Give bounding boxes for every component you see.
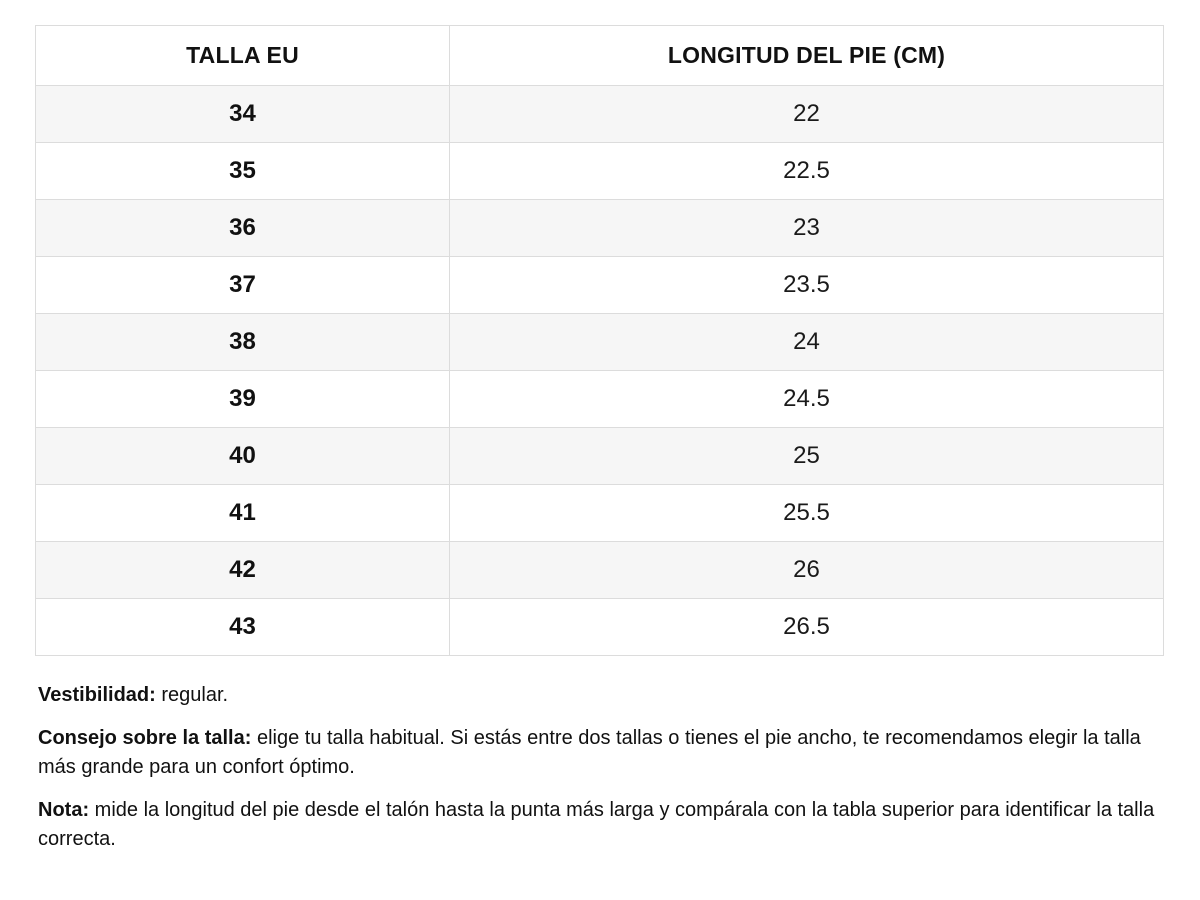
foot-length-cell: 26 xyxy=(450,542,1164,599)
foot-length-cell: 24.5 xyxy=(450,371,1164,428)
header-eu-size: TALLA EU xyxy=(36,26,450,86)
foot-length-cell: 26.5 xyxy=(450,599,1164,656)
table-row xyxy=(36,542,1164,599)
size-tip-note xyxy=(38,724,1168,782)
eu-size-cell: 40 xyxy=(36,428,450,485)
foot-length-cell: 22.5 xyxy=(450,143,1164,200)
eu-size-cell: 35 xyxy=(36,143,450,200)
table-row xyxy=(36,200,1164,257)
foot-length-cell: 23 xyxy=(450,200,1164,257)
table-row xyxy=(36,485,1164,542)
foot-length-cell: 22 xyxy=(450,86,1164,143)
measure-note xyxy=(38,796,1168,854)
eu-size-cell: 43 xyxy=(36,599,450,656)
eu-size-cell: 38 xyxy=(36,314,450,371)
header-foot-length: LONGITUD DEL PIE (CM) xyxy=(450,26,1164,86)
size-notes xyxy=(38,681,1168,868)
table-row xyxy=(36,371,1164,428)
fit-note xyxy=(38,681,1168,710)
size-chart-table xyxy=(35,25,1164,656)
size-tip-text: elige tu talla habitual. Si estás entre dos tallas o tienes el pie ancho, te recomendamos elegir la talla más grande para un confort óptimo. xyxy=(38,727,1141,778)
table-row xyxy=(36,143,1164,200)
measure-note-text: mide la longitud del pie desde el talón hasta la punta más larga y compárala con la tabla superior para identificar la talla correcta. xyxy=(38,799,1155,850)
fit-note-text: regular. xyxy=(155,684,229,706)
table-header-row xyxy=(36,26,1164,86)
fit-note-label: Vestibilidad: xyxy=(38,684,156,706)
eu-size-cell: 37 xyxy=(36,257,450,314)
table-row xyxy=(36,599,1164,656)
eu-size-cell: 36 xyxy=(36,200,450,257)
eu-size-cell: 42 xyxy=(36,542,450,599)
table-row xyxy=(36,86,1164,143)
table-row xyxy=(36,257,1164,314)
size-tip-label: Consejo sobre la talla: xyxy=(38,727,252,749)
table-row xyxy=(36,314,1164,371)
foot-length-cell: 25.5 xyxy=(450,485,1164,542)
eu-size-cell: 39 xyxy=(36,371,450,428)
foot-length-cell: 25 xyxy=(450,428,1164,485)
eu-size-cell: 41 xyxy=(36,485,450,542)
foot-length-cell: 24 xyxy=(450,314,1164,371)
measure-note-label: Nota: xyxy=(38,799,90,821)
foot-length-cell: 23.5 xyxy=(450,257,1164,314)
eu-size-cell: 34 xyxy=(36,86,450,143)
table-row xyxy=(36,428,1164,485)
